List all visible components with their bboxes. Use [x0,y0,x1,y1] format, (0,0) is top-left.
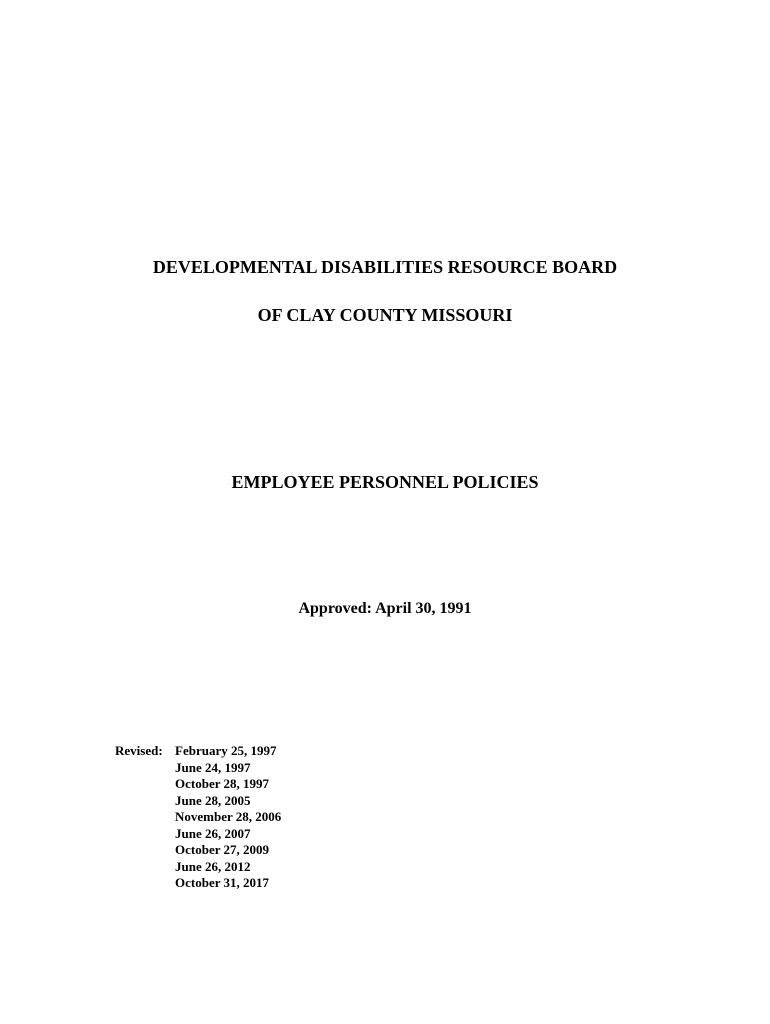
organization-name-line-1: DEVELOPMENTAL DISABILITIES RESOURCE BOARD [152,257,618,277]
revision-date: June 26, 2012 [175,858,251,874]
revision-date: October 28, 1997 [175,776,269,791]
approval-date: Approved: April 30, 1991 [298,600,472,617]
revision-date: October 27, 2009 [175,842,269,857]
revision-date: February 25, 1997 [175,743,277,758]
organization-name-line-2: OF CLAY COUNTY MISSOURI [257,305,513,325]
revision-date: June 24, 1997 [175,759,251,775]
revision-date: June 26, 2007 [175,825,251,841]
revision-date: November 28, 2006 [175,809,282,824]
revised-label: Revised: [115,743,163,758]
revision-date: June 28, 2005 [175,792,251,808]
revision-date-list [175,743,281,892]
document-title: EMPLOYEE PERSONNEL POLICIES [231,472,539,492]
revision-date: October 31, 2017 [175,875,269,890]
